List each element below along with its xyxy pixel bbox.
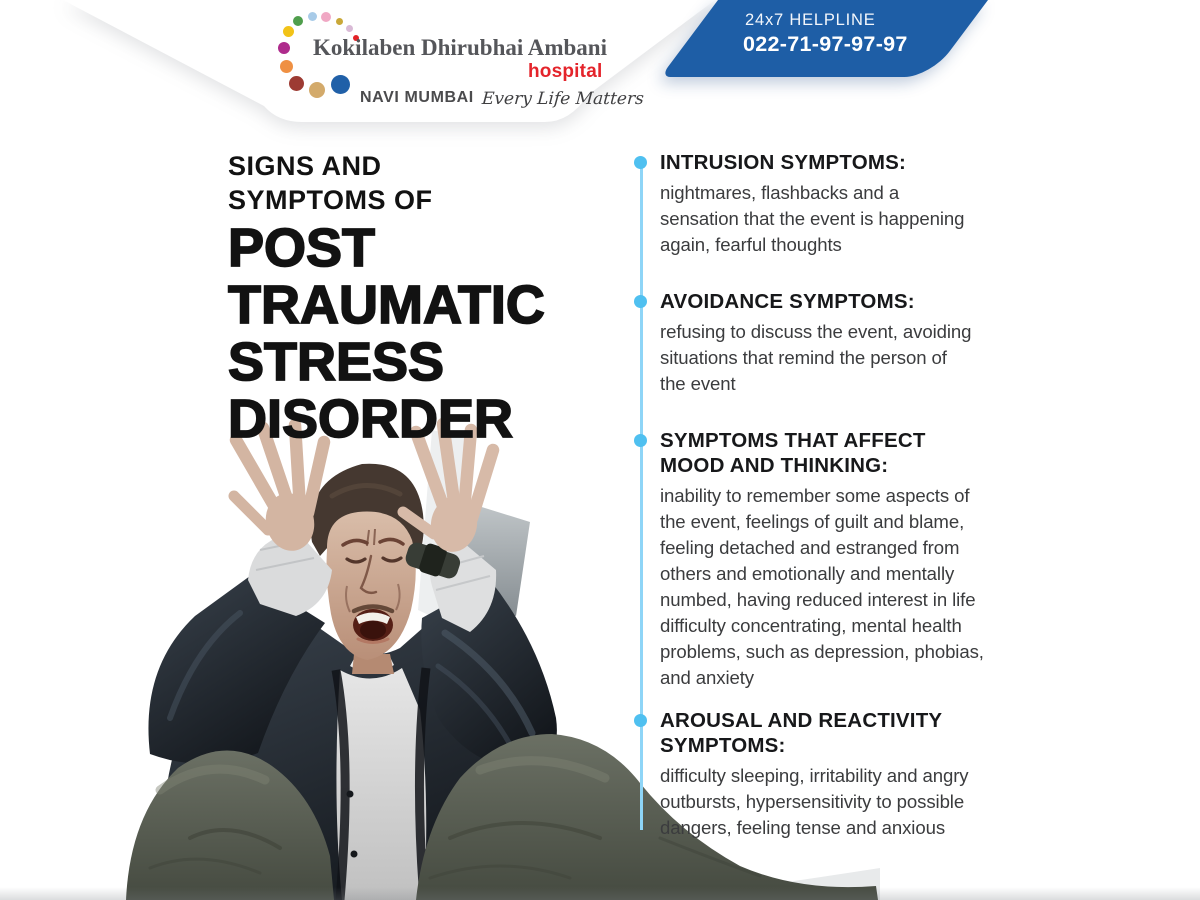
title-main-line-4: DISORDER — [228, 389, 514, 449]
symptom-body-line: others and emotionally and mentally — [660, 563, 955, 584]
symptom-body-line: numbed, having reduced interest in life — [660, 589, 976, 610]
bottom-edge-shadow — [0, 887, 1200, 900]
symptom-body-line: inability to remember some aspects of — [660, 485, 970, 506]
logo-dot — [289, 76, 304, 91]
symptom-section — [660, 708, 1016, 841]
symptom-body-line: outbursts, hypersensitivity to possible — [660, 791, 965, 812]
symptom-body — [660, 483, 1016, 691]
symptom-heading — [660, 708, 1016, 758]
symptoms-column — [660, 150, 1016, 872]
symptom-body-line: refusing to discuss the event, avoiding — [660, 321, 972, 342]
symptom-section — [660, 428, 1016, 691]
symptom-heading-line: AROUSAL AND REACTIVITY — [660, 709, 943, 732]
symptom-body — [660, 319, 1016, 397]
symptom-heading-line: MOOD AND THINKING: — [660, 454, 889, 477]
title-main-line-2: TRAUMATIC — [228, 275, 545, 335]
title-main-line-1: POST — [228, 218, 376, 278]
symptom-body-line: the event — [660, 373, 736, 394]
logo-dot — [308, 12, 317, 21]
symptom-body-line: again, fearful thoughts — [660, 234, 842, 255]
symptom-body — [660, 180, 1016, 258]
logo-dot — [336, 18, 343, 25]
logo-dot — [321, 12, 331, 22]
symptom-heading — [660, 289, 1016, 314]
symptom-heading-line: INTRUSION SYMPTOMS: — [660, 151, 907, 174]
title-eyebrow-line-1: SIGNS AND — [228, 151, 382, 181]
symptom-body-line: situations that remind the person of — [660, 347, 947, 368]
hospital-name: Kokilaben Dhirubhai Ambani — [313, 35, 607, 60]
symptom-heading — [660, 428, 1016, 478]
title-main-line-3: STRESS — [228, 332, 445, 392]
symptom-body-line: and anxiety — [660, 667, 755, 688]
symptom-body-line: nightmares, flashbacks and a — [660, 182, 900, 203]
logo-dot — [331, 75, 350, 94]
title-eyebrow-line-2: SYMPTOMS OF — [228, 185, 433, 215]
bullet-icon — [634, 156, 647, 169]
logo-dot — [280, 60, 293, 73]
logo-dot — [293, 16, 303, 26]
symptom-heading-line: SYMPTOMS: — [660, 734, 786, 757]
symptom-body-line: problems, such as depression, phobias, — [660, 641, 984, 662]
bullet-icon — [634, 714, 647, 727]
symptom-body-line: feeling detached and estranged from — [660, 537, 960, 558]
logo-dot — [283, 26, 294, 37]
symptom-body-line: difficulty sleeping, irritability and angry — [660, 765, 969, 786]
logo-dot — [346, 25, 353, 32]
page-title — [228, 149, 648, 449]
hospital-tagline: Every Life Matters — [481, 89, 645, 109]
symptom-body — [660, 763, 1016, 841]
hospital-word: hospital — [528, 61, 603, 82]
symptom-heading — [660, 150, 1016, 175]
symptom-section — [660, 289, 1016, 397]
logo-dot — [278, 42, 290, 54]
hospital-logo — [255, 5, 645, 117]
helpline-label: 24x7 HELPLINE — [745, 11, 876, 29]
symptom-body-line: the event, feelings of guilt and blame, — [660, 511, 965, 532]
symptom-body-line: difficulty concentrating, mental health — [660, 615, 962, 636]
symptom-heading-line: AVOIDANCE SYMPTOMS: — [660, 290, 915, 313]
helpline-number: 022-71-97-97-97 — [743, 32, 908, 56]
symptom-section — [660, 150, 1016, 258]
bullet-icon — [634, 434, 647, 447]
symptom-body-line: dangers, feeling tense and anxious — [660, 817, 946, 838]
symptom-body-line: sensation that the event is happening — [660, 208, 965, 229]
bullet-icon — [634, 295, 647, 308]
helpline-badge — [718, 0, 988, 77]
timeline-connector — [640, 163, 643, 830]
hospital-location: NAVI MUMBAI — [360, 89, 474, 106]
logo-dot — [309, 82, 325, 98]
symptom-heading-line: SYMPTOMS THAT AFFECT — [660, 429, 926, 452]
